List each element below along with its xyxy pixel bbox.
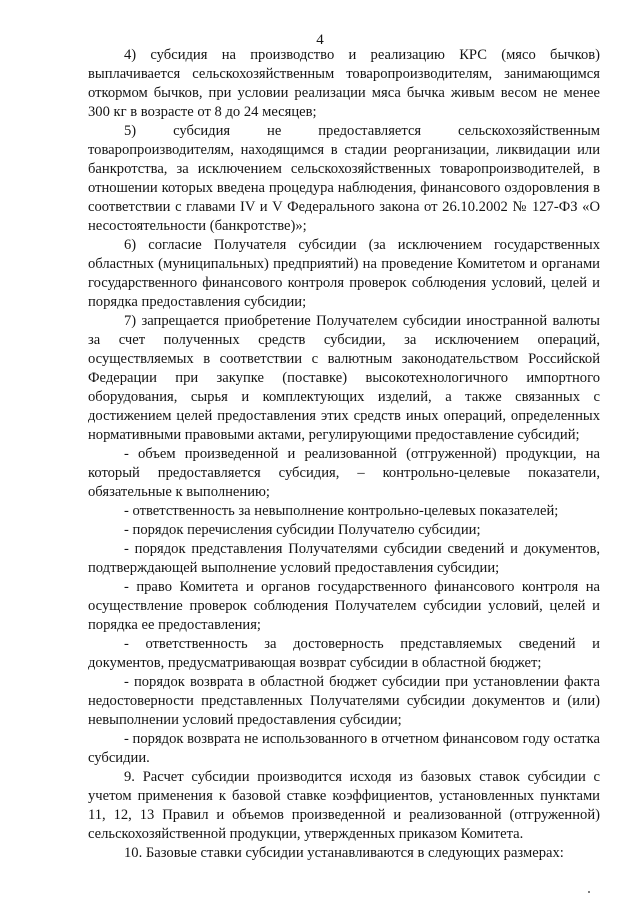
list-item-transfer-order: - порядок перечисления субсидии Получателю субсидии; [124,522,481,538]
page-number: 4 [316,32,324,48]
paragraph-item-5: 5) субсидия не предоставляется сельскохозяйственным товаропроизводителям, находящимся в стадии реорганизации, ликвидации или банкротства, за исключением сельскохозяйственных товаропроизводителей, в отношении которых введена процедура наблюдения, финансового оздоровления в соответствии с главами IV и V Федерального закона от 26.10.2002 № 127-ФЗ «О несостоятельности (банкротстве)»; [88,123,600,234]
list-item-responsibility-targets: - ответственность за невыполнение контрольно-целевых показателей; [124,503,559,519]
list-item-return-order: - порядок возврата в областной бюджет субсидии при установлении факта недостоверности представленных Получателями субсидии документов и (или) невыполнении условий предоставления субсидии; [88,674,600,728]
paragraph-point-9: 9. Расчет субсидии производится исходя из базовых ставок субсидии с учетом применения к базовой ставке коэффициентов, установленных пунктами 11, 12, 13 Правил и объемов произведенной и реализованной (отгруженной) сельскохозяйственной продукции, утвержденных приказом Комитета. [88,769,600,842]
paragraph-point-10: 10. Базовые ставки субсидии устанавливаются в следующих размерах: [124,845,564,861]
list-item-documents-order: - порядок представления Получателями субсидии сведений и документов, подтверждающей выполнение условий предоставления субсидии; [88,541,600,576]
scan-speck [588,891,590,893]
list-item-inspection-right: - право Комитета и органов государственного финансового контроля на осуществление проверок соблюдения Получателем субсидии условий, целей и порядка ее предоставления; [88,579,600,633]
paragraph-item-4: 4) субсидия на производство и реализацию КРС (мясо бычков) выплачивается сельскохозяйственным товаропроизводителям, занимающимся откормом бычков, при условии реализации мяса бычка живым весом не менее 300 кг в возрасте от 8 до 24 месяцев; [88,47,600,120]
list-item-reliability-responsibility: - ответственность за достоверность представляемых сведений и документов, предусматривающая возврат субсидии в областной бюджет; [88,636,600,671]
list-item-volume: - объем произведенной и реализованной (отгруженной) продукции, на который предоставляется субсидия, – контрольно-целевые показатели, обязательные к выполнению; [88,446,600,500]
document-body [88,46,600,863]
paragraph-item-6: 6) согласие Получателя субсидии (за исключением государственных областных (муниципальных) предприятий) на проведение Комитетом и органами государственного финансового контроля проверок соблюдения условий, целей и порядка предоставления субсидии; [88,237,600,310]
paragraph-item-7: 7) запрещается приобретение Получателем субсидии иностранной валюты за счет полученных средств субсидии, за исключением операций, осуществляемых в соответствии с валютным законодательством Российской Федерации при закупке (поставке) высокотехнологичного импортного оборудования, сырья и комплектующих изделий, а также связанных с достижением целей предоставления этих средств иных операций, определенных нормативными правовыми актами, регулирующими предоставление субсидий; [88,313,600,443]
list-item-unused-return: - порядок возврата не использованного в отчетном финансовом году остатка субсидии. [88,731,600,766]
